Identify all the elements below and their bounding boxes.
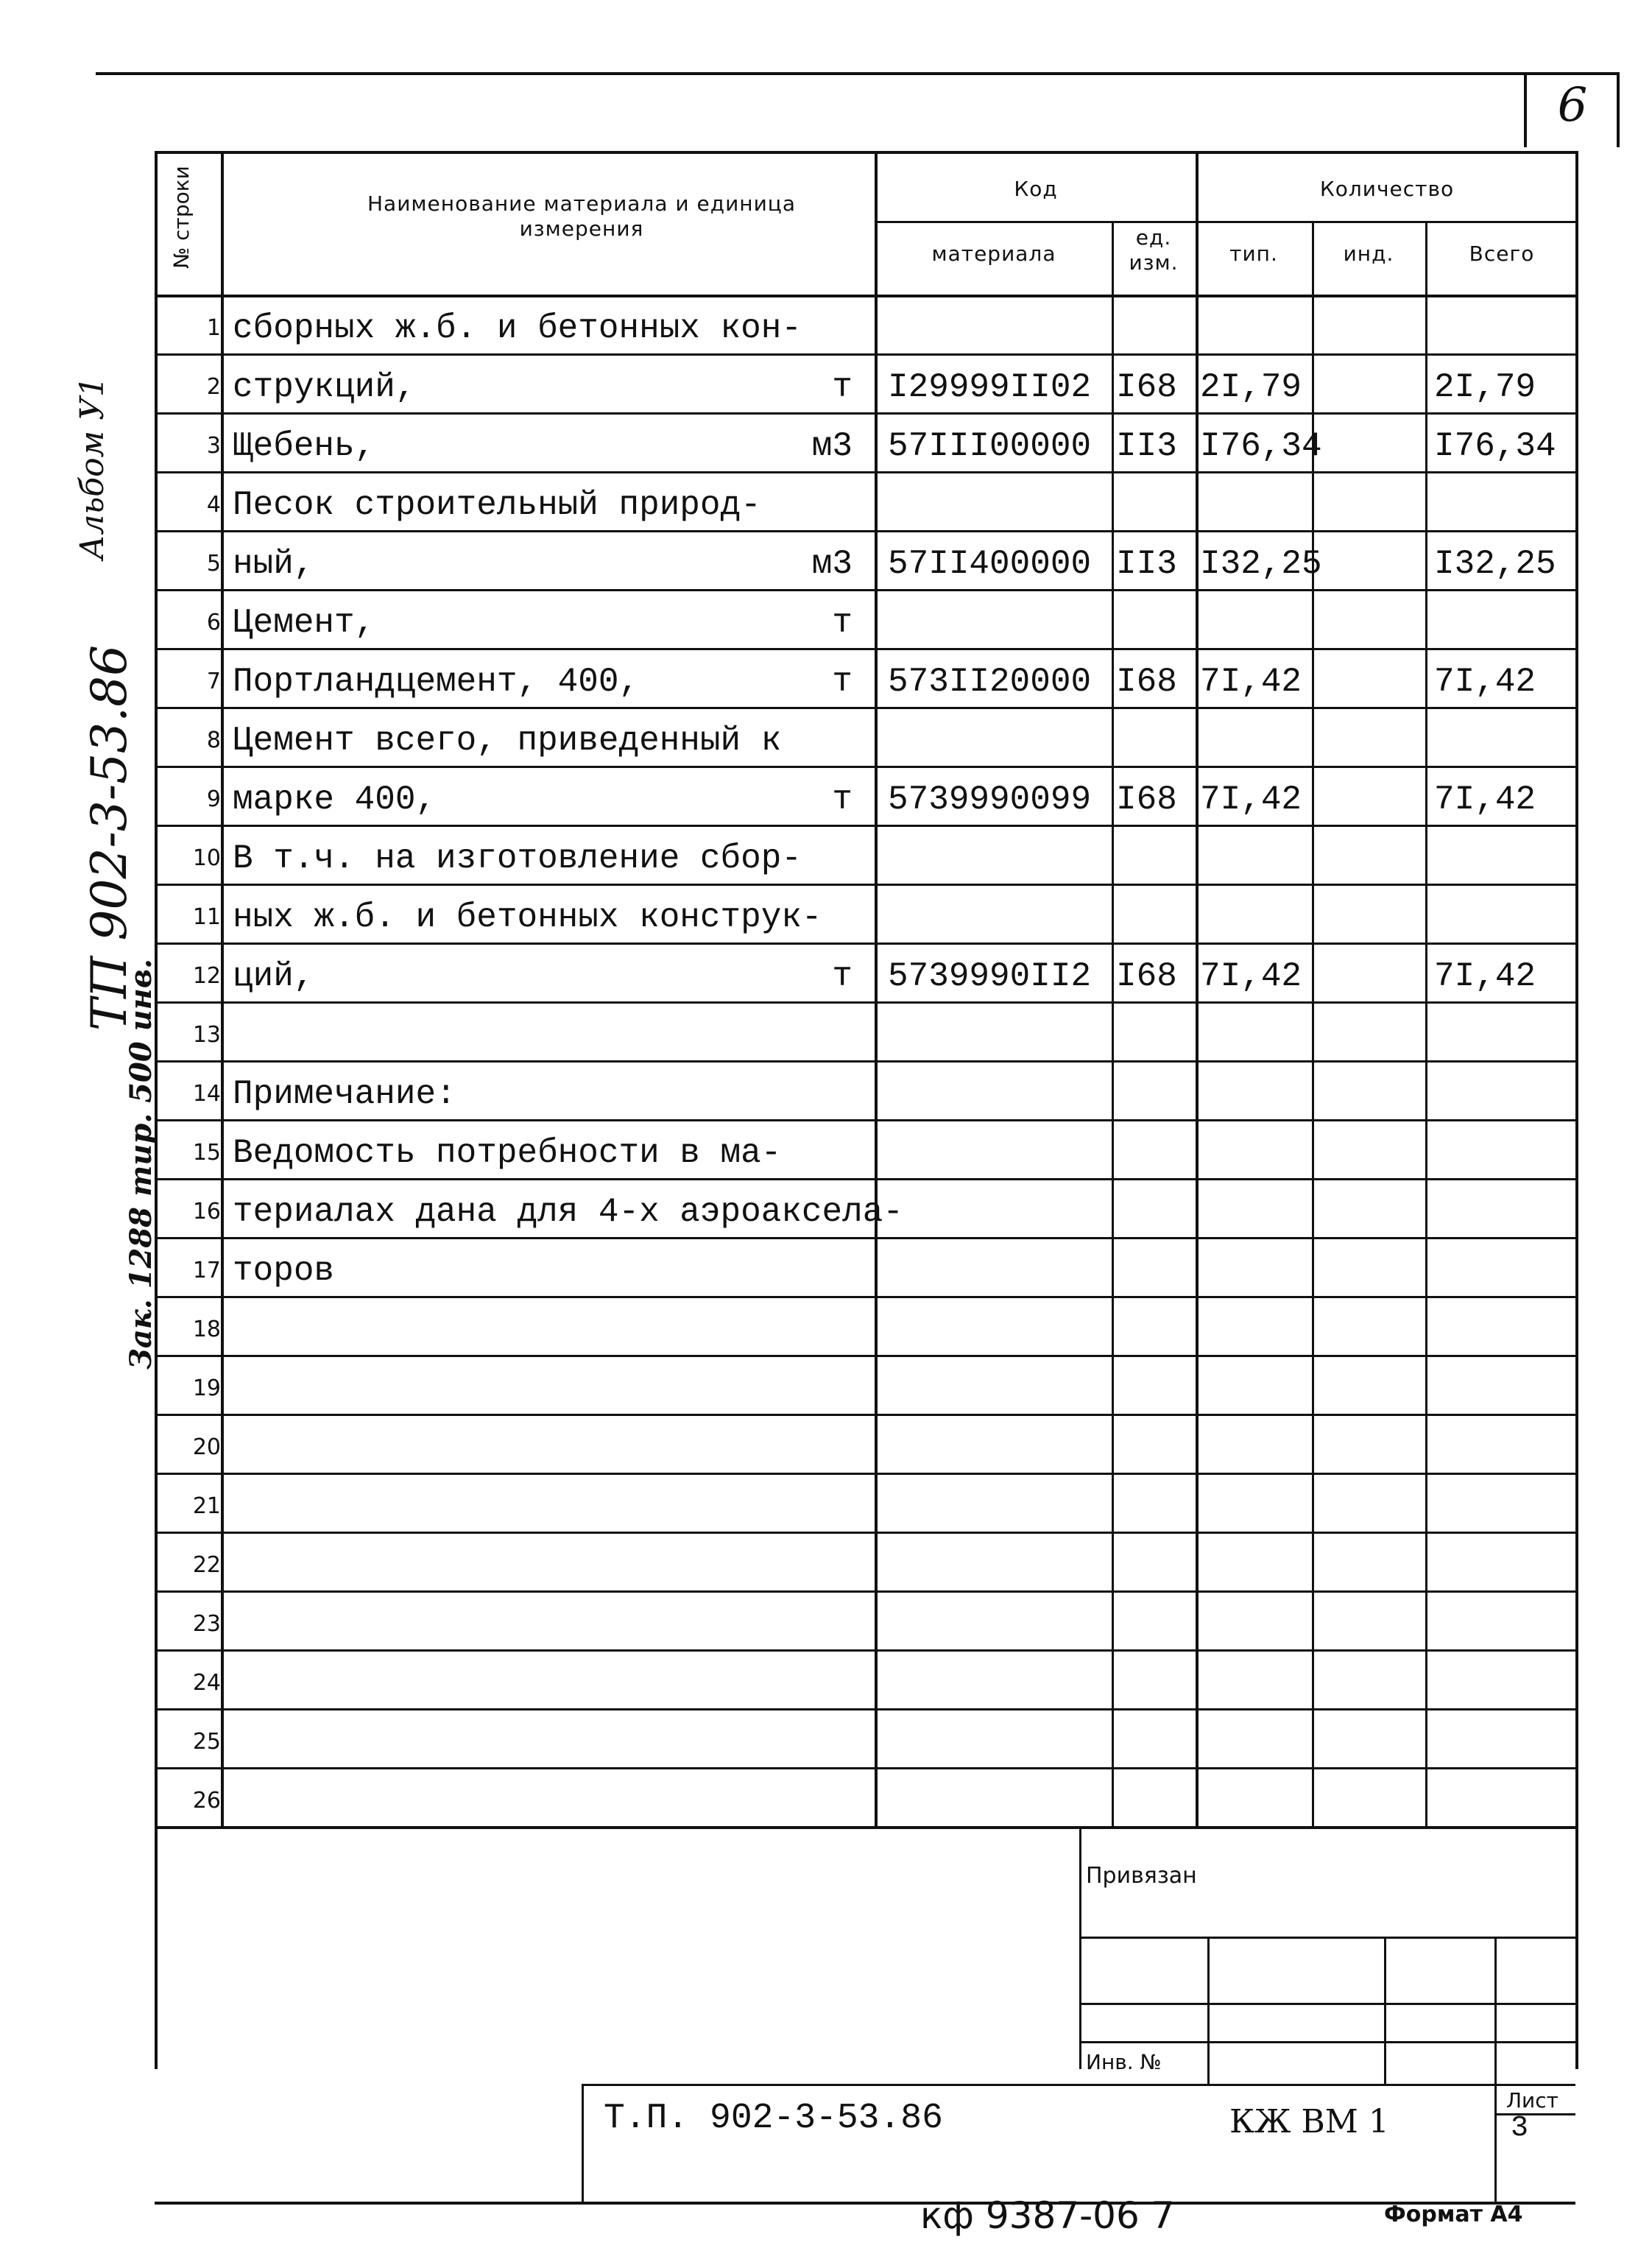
name-cell: Цемент всего, приведенный к xyxy=(233,722,782,760)
row-border xyxy=(155,1355,1575,1357)
col-divider-1 xyxy=(875,151,878,1826)
unit-cell: м3 xyxy=(811,427,853,465)
footer-kzh: КЖ ВМ 1 xyxy=(1229,2103,1389,2141)
n-cell: 7 xyxy=(206,669,221,694)
typ-cell: 7I,42 xyxy=(1200,957,1302,996)
n-cell: 10 xyxy=(192,845,221,871)
code-cell: 57III00000 xyxy=(888,427,1092,465)
unit-cell: т xyxy=(832,604,853,642)
name-cell: струкций, xyxy=(233,368,416,406)
footer-rule-3 xyxy=(1079,2041,1575,2043)
row-border xyxy=(155,1473,1575,1475)
typ-cell: 2I,79 xyxy=(1200,368,1302,406)
table-right-border xyxy=(1575,151,1578,2069)
footer-rule-1 xyxy=(1079,1937,1575,1939)
page-number: 6 xyxy=(1557,78,1588,133)
code-cell: 5739990099 xyxy=(888,781,1092,819)
total-cell: 7I,42 xyxy=(1434,781,1536,819)
header-mid-rule xyxy=(875,221,1575,223)
side-album: Альбом У1 xyxy=(74,376,111,560)
total-cell: I76,34 xyxy=(1434,427,1556,465)
ed-cell: I68 xyxy=(1116,368,1177,406)
header-name: Наименование материала и единица измерения xyxy=(367,191,796,241)
row-border xyxy=(155,1590,1575,1593)
n-cell: 4 xyxy=(206,492,221,518)
n-cell: 19 xyxy=(192,1375,221,1401)
name-cell: марке 400, xyxy=(233,781,437,819)
row-border xyxy=(155,1060,1575,1063)
n-cell: 11 xyxy=(192,904,221,930)
unit-cell: т xyxy=(832,781,853,819)
code-cell: 573II20000 xyxy=(888,663,1092,701)
n-cell: 26 xyxy=(192,1788,221,1814)
code-cell: 5739990II2 xyxy=(888,957,1092,996)
ed-cell: I68 xyxy=(1116,663,1177,701)
name-cell: ных ж.б. и бетонных конструк- xyxy=(233,898,822,937)
footer-grid-col-2 xyxy=(1494,1937,1497,2084)
row-border xyxy=(155,1414,1575,1416)
footer-left-divider xyxy=(1079,1826,1081,2069)
footer-title-left xyxy=(582,2084,584,2202)
n-cell: 9 xyxy=(206,786,221,812)
footer-rule-2 xyxy=(1079,2003,1575,2005)
n-cell: 24 xyxy=(192,1670,221,1696)
side-project: ТП 902-3-53.86 xyxy=(81,644,138,1031)
n-cell: 23 xyxy=(192,1611,221,1637)
name-cell: ций, xyxy=(233,957,314,996)
name-cell: Цемент, xyxy=(233,604,375,642)
header-code: Код xyxy=(1014,177,1058,201)
unit-cell: т xyxy=(832,663,853,701)
n-cell: 2 xyxy=(206,374,221,400)
footer-designation: Т.П. 902-3-53.86 xyxy=(604,2099,943,2138)
row-border xyxy=(155,589,1575,591)
n-cell: 22 xyxy=(192,1552,221,1578)
n-cell: 25 xyxy=(192,1729,221,1755)
footer-order: кф 9387-06 7 xyxy=(920,2194,1175,2237)
header-quantity: Количество xyxy=(1319,177,1455,201)
total-cell: 7I,42 xyxy=(1434,663,1536,701)
n-cell: 16 xyxy=(192,1199,221,1225)
footer-bottom-border xyxy=(155,2202,1575,2205)
row-border xyxy=(155,1296,1575,1298)
name-cell: торов xyxy=(233,1252,335,1290)
n-cell: 18 xyxy=(192,1317,221,1342)
n-cell: 21 xyxy=(192,1493,221,1519)
name-cell: Портландцемент, 400, xyxy=(233,663,640,701)
n-cell: 3 xyxy=(206,433,221,459)
row-border xyxy=(155,1649,1575,1652)
typ-cell: 7I,42 xyxy=(1200,663,1302,701)
footer-sheet-value: 3 xyxy=(1511,2112,1529,2145)
ed-cell: II3 xyxy=(1116,427,1177,465)
header-row-no: № строки xyxy=(169,166,194,269)
footer-grid-col-1 xyxy=(1384,1937,1386,2084)
n-cell: 8 xyxy=(206,727,221,753)
footer-grid-col-0 xyxy=(1207,1937,1210,2084)
ed-cell: I68 xyxy=(1116,957,1177,996)
name-cell: В т.ч. на изготовление сбор- xyxy=(233,839,802,878)
n-cell: 14 xyxy=(192,1081,221,1107)
ed-cell: I68 xyxy=(1116,781,1177,819)
name-cell: сборных ж.б. и бетонных кон- xyxy=(233,309,802,348)
row-border xyxy=(155,1767,1575,1769)
unit-cell: т xyxy=(832,957,853,996)
total-cell: 2I,79 xyxy=(1434,368,1536,406)
col-subdivider-0 xyxy=(1112,221,1114,1826)
row-border xyxy=(155,1708,1575,1710)
col-divider-2 xyxy=(1196,151,1199,1826)
name-cell: Ведомость потребности в ма- xyxy=(233,1134,782,1172)
n-cell: 5 xyxy=(206,551,221,577)
header-qty-total: Всего xyxy=(1469,242,1535,266)
n-cell: 13 xyxy=(192,1022,221,1048)
col-subdivider-2 xyxy=(1425,221,1427,1826)
footer-sheet-label: Лист xyxy=(1506,2088,1559,2113)
header-bottom-border xyxy=(155,295,1575,297)
name-cell: Песок строительный природ- xyxy=(233,486,761,524)
n-cell: 1 xyxy=(206,315,221,341)
header-code-unit: ед. изм. xyxy=(1129,225,1179,275)
n-cell: 6 xyxy=(206,610,221,635)
header-qty-typ: тип. xyxy=(1229,242,1278,266)
header-code-material: материала xyxy=(931,242,1056,266)
typ-cell: I76,34 xyxy=(1200,427,1322,465)
col-divider-0 xyxy=(221,151,224,1826)
header-qty-ind: инд. xyxy=(1343,242,1394,266)
typ-cell: 7I,42 xyxy=(1200,781,1302,819)
code-cell: 57II400000 xyxy=(888,545,1092,583)
name-cell: ный, xyxy=(233,545,314,583)
name-cell: териалах дана для 4-х аэроаксела- xyxy=(233,1193,903,1231)
name-cell: Примечание: xyxy=(233,1075,456,1113)
footer-privyazan: Привязан xyxy=(1086,1863,1197,1889)
total-cell: I32,25 xyxy=(1434,545,1556,583)
total-cell: 7I,42 xyxy=(1434,957,1536,996)
footer-inv-no: Инв. № xyxy=(1086,2050,1162,2074)
footer-title-top xyxy=(582,2084,1575,2086)
n-cell: 17 xyxy=(192,1258,221,1283)
footer-format: Формат А4 xyxy=(1384,2202,1523,2227)
side-stamp: Зак. 1288 тир. 500 инв. xyxy=(124,958,158,1370)
typ-cell: I32,25 xyxy=(1200,545,1322,583)
footer-sheet-left xyxy=(1494,2084,1497,2202)
ed-cell: II3 xyxy=(1116,545,1177,583)
row-border xyxy=(155,1532,1575,1534)
n-cell: 15 xyxy=(192,1140,221,1166)
n-cell: 12 xyxy=(192,963,221,989)
code-cell: I29999II02 xyxy=(888,368,1092,406)
n-cell: 20 xyxy=(192,1434,221,1460)
table-top-border xyxy=(155,151,1575,154)
row-border xyxy=(155,1001,1575,1004)
name-cell: Щебень, xyxy=(233,427,375,465)
unit-cell: м3 xyxy=(811,545,853,583)
footer-top-border xyxy=(155,1826,1575,1829)
footer-sheet-rule xyxy=(1494,2113,1575,2115)
unit-cell: т xyxy=(832,368,853,406)
